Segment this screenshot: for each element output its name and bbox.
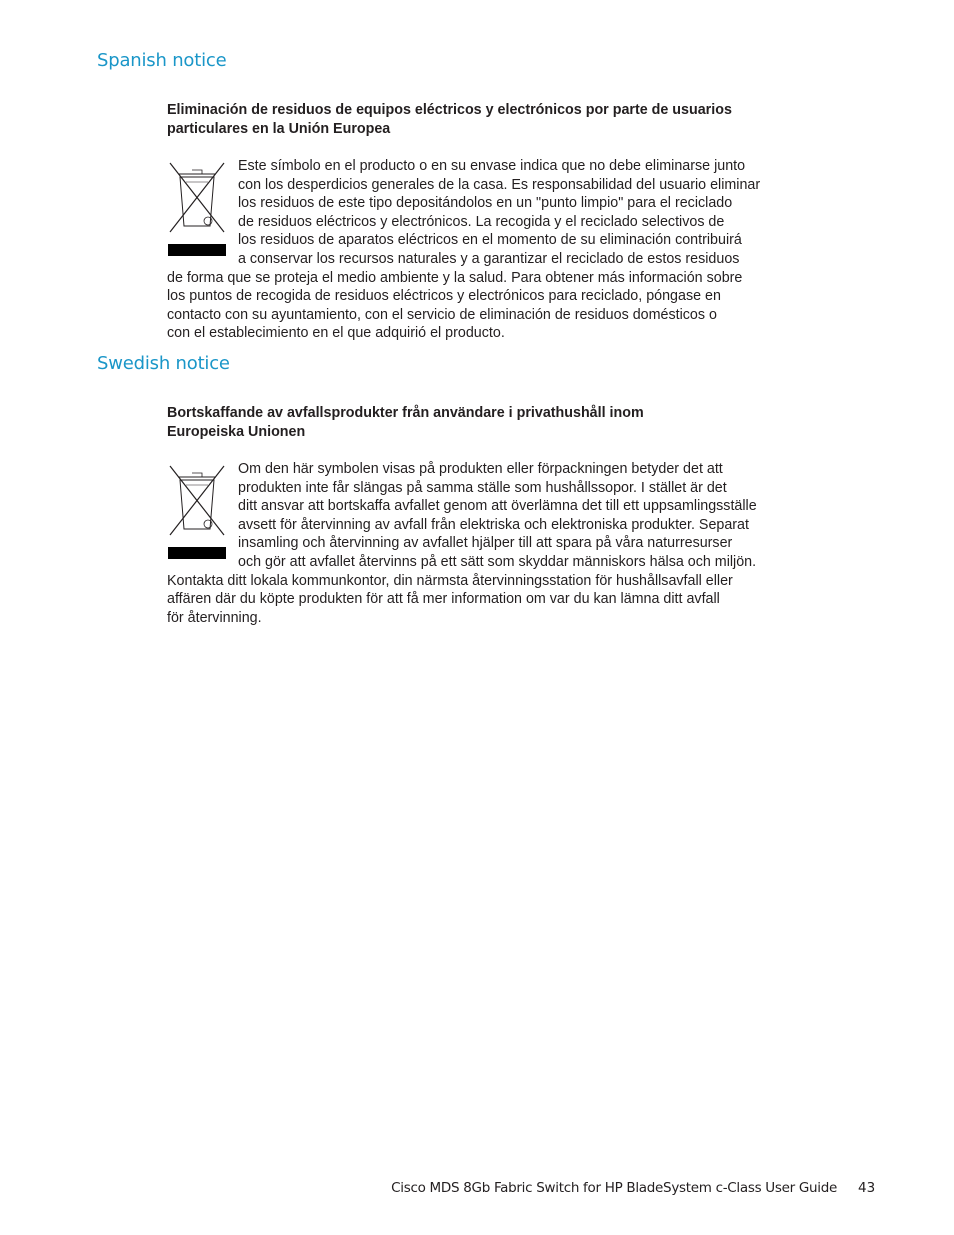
body-line: Om den här symbolen visas på produkten eller förpackningen betyder det att <box>238 461 723 477</box>
footer-guide-title: Cisco MDS 8Gb Fabric Switch for HP BladeSystem c-Class User Guide <box>391 1180 837 1196</box>
spanish-notice-heading: Spanish notice <box>97 50 227 71</box>
page-number: 43 <box>858 1180 876 1196</box>
spanish-notice-subheading <box>167 101 732 139</box>
body-line: för återvinning. <box>167 609 262 626</box>
swedish-notice-heading: Swedish notice <box>97 353 230 374</box>
body-line: con los desperdicios generales de la casa. Es responsabilidad del usuario eliminar <box>238 176 761 193</box>
swedish-notice-subheading <box>167 404 644 442</box>
body-line: produkten inte får slängas på samma ställe som hushållssopor. I stället är det <box>238 479 727 496</box>
subheading-line: particulares en la Unión Europea <box>167 121 391 137</box>
subheading-line: Eliminación de residuos de equipos eléctricos y electrónicos por parte de usuarios <box>167 102 732 118</box>
body-line: avsett för återvinning av avfall från elektriska och elektroniska produkter. Separat <box>238 516 749 533</box>
subheading-line: Bortskaffande av avfallsprodukter från användare i privathushåll inom <box>167 405 644 421</box>
body-line: a conservar los recursos naturales y a garantizar el reciclado de estos residuos <box>238 250 740 267</box>
body-line: affären där du köpte produkten för att få mer information om var du kan lämna ditt avfall <box>167 591 720 608</box>
swedish-notice-body <box>167 460 817 627</box>
body-line: Kontakta ditt lokala kommunkontor, din närmsta återvinningsstation för hushållsavfall eller <box>167 572 733 589</box>
body-line: ditt ansvar att bortskaffa avfallet genom att överlämna det till ett uppsamlingsställe <box>238 498 757 515</box>
body-line: de forma que se proteja el medio ambiente y la salud. Para obtener más información sobre <box>167 269 743 286</box>
spanish-notice-body <box>167 157 817 343</box>
body-line: contacto con su ayuntamiento, con el servicio de eliminación de residuos domésticos o <box>167 306 717 323</box>
body-line: los residuos de este tipo depositándolos en un "punto limpio" para el reciclado <box>238 195 733 212</box>
body-line: insamling och återvinning av avfallet hjälper till att spara på våra naturresurser <box>238 535 733 552</box>
body-line: och gör att avfallet återvinns på ett sätt som skyddar människors hälsa och miljön. <box>238 553 757 570</box>
body-line: los residuos de aparatos eléctricos en el momento de su eliminación contribuirá <box>238 232 742 249</box>
body-line: con el establecimiento en el que adquirió el producto. <box>167 325 505 342</box>
body-line: de residuos eléctricos y electrónicos. La recogida y el reciclado selectivos de <box>238 213 725 230</box>
body-line: Este símbolo en el producto o en su envase indica que no debe eliminarse junto <box>238 158 746 174</box>
subheading-line: Europeiska Unionen <box>167 424 306 440</box>
body-line: los puntos de recogida de residuos eléctricos y electrónicos para reciclado, póngase en <box>167 288 721 305</box>
